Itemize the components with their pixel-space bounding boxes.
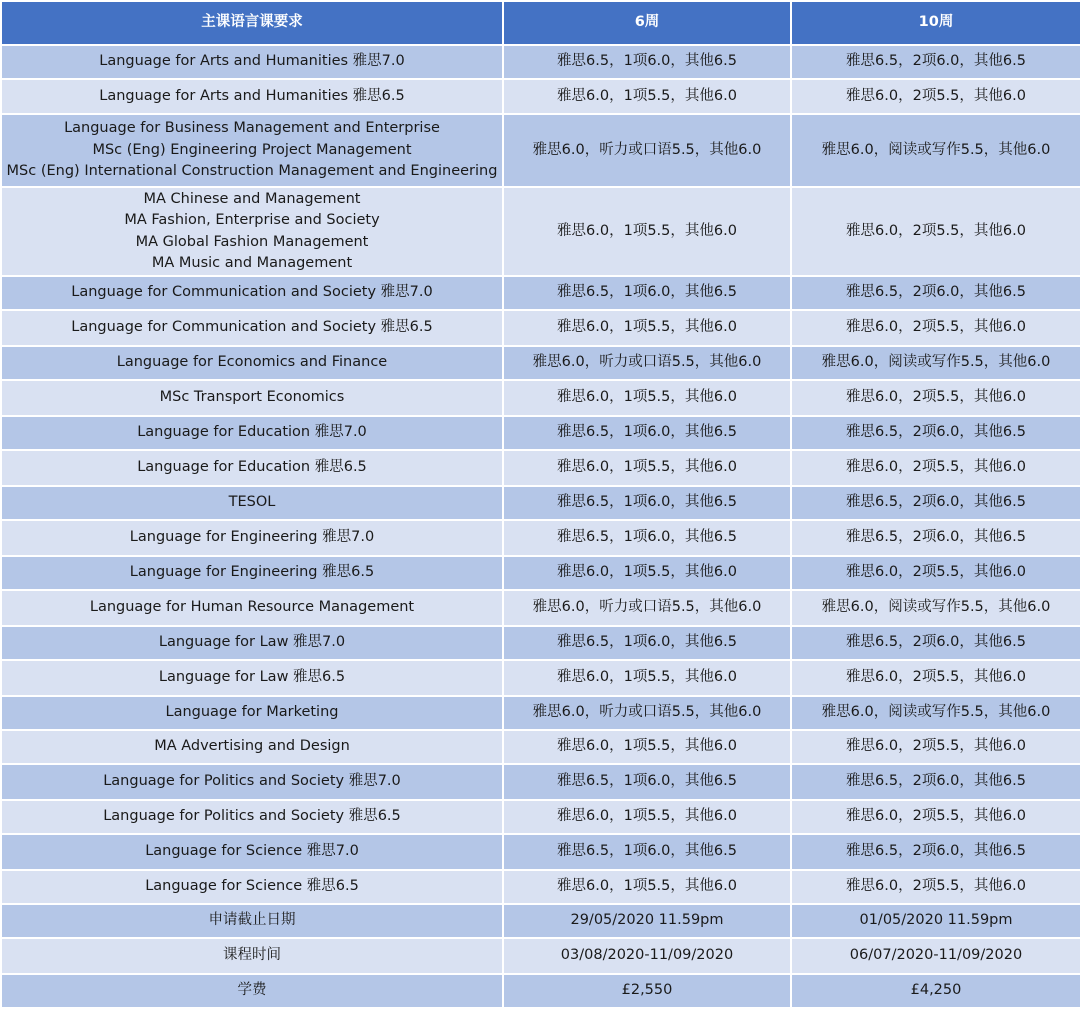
- table-row: [1, 114, 1080, 187]
- table-row: [1, 974, 1080, 1008]
- program-name: Language for Marketing: [165, 704, 339, 721]
- table-row: [1, 346, 1080, 380]
- program-name: Language for Arts and Humanities 雅思6.5: [99, 87, 405, 104]
- six-week-requirement: 雅思6.0，1项5.5，其他6.0: [503, 450, 791, 486]
- ten-week-requirement: 雅思6.5，2项6.0，其他6.5: [791, 416, 1080, 450]
- program-cell: [1, 626, 503, 660]
- program-cell: [1, 764, 503, 800]
- table-body: [1, 45, 1080, 1008]
- program-name: Language for Engineering 雅思6.5: [129, 564, 375, 581]
- table-row: [1, 520, 1080, 556]
- ten-week-requirement: 雅思6.0，2项5.5，其他6.0: [791, 800, 1080, 834]
- table-row: [1, 187, 1080, 276]
- program-name: 学费: [237, 982, 267, 999]
- six-week-requirement: 29/05/2020 11.59pm: [503, 904, 791, 938]
- six-week-requirement: 雅思6.0，1项5.5，其他6.0: [503, 310, 791, 346]
- six-week-requirement: 雅思6.0，1项5.5，其他6.0: [503, 730, 791, 764]
- table-row: [1, 416, 1080, 450]
- six-week-requirement: 雅思6.5，1项6.0，其他6.5: [503, 276, 791, 310]
- program-name: MSc (Eng) International Construction Management and Engineering: [6, 163, 498, 180]
- ten-week-requirement: 雅思6.5，2项6.0，其他6.5: [791, 764, 1080, 800]
- six-week-requirement: 雅思6.0，听力或口语5.5，其他6.0: [503, 346, 791, 380]
- program-name: Language for Engineering 雅思7.0: [129, 529, 375, 546]
- six-week-requirement: 雅思6.0，听力或口语5.5，其他6.0: [503, 590, 791, 626]
- program-name: Language for Human Resource Management: [89, 599, 415, 616]
- six-week-requirement: 雅思6.5，1项6.0，其他6.5: [503, 764, 791, 800]
- program-cell: [1, 79, 503, 114]
- six-week-requirement: 雅思6.0，1项5.5，其他6.0: [503, 870, 791, 904]
- ten-week-requirement: 01/05/2020 11.59pm: [791, 904, 1080, 938]
- table-row: [1, 870, 1080, 904]
- program-name: Language for Law 雅思7.0: [158, 634, 346, 651]
- program-cell: [1, 800, 503, 834]
- program-name: Language for Communication and Society 雅思6.5: [71, 319, 433, 336]
- ten-week-requirement: 雅思6.0，2项5.5，其他6.0: [791, 450, 1080, 486]
- table-row: [1, 486, 1080, 520]
- program-cell: [1, 870, 503, 904]
- program-cell: [1, 834, 503, 870]
- ten-week-requirement: 雅思6.0，2项5.5，其他6.0: [791, 187, 1080, 276]
- program-cell: [1, 310, 503, 346]
- program-name: Language for Education 雅思6.5: [137, 459, 367, 476]
- table-row: [1, 626, 1080, 660]
- program-name: MSc (Eng) Engineering Project Management: [92, 141, 412, 158]
- six-week-requirement: 雅思6.5，1项6.0，其他6.5: [503, 626, 791, 660]
- six-week-requirement: 雅思6.0，1项5.5，其他6.0: [503, 187, 791, 276]
- table-row: [1, 380, 1080, 416]
- six-week-requirement: 雅思6.0，1项5.5，其他6.0: [503, 800, 791, 834]
- ten-week-requirement: 雅思6.5，2项6.0，其他6.5: [791, 486, 1080, 520]
- program-name: 课程时间: [223, 947, 281, 964]
- table-row: [1, 904, 1080, 938]
- program-cell: [1, 730, 503, 764]
- program-name: Language for Politics and Society 雅思7.0: [103, 773, 401, 790]
- program-name: Language for Education 雅思7.0: [137, 424, 367, 441]
- table-row: [1, 800, 1080, 834]
- table-row: [1, 660, 1080, 696]
- program-cell: [1, 904, 503, 938]
- six-week-requirement: 雅思6.0，听力或口语5.5，其他6.0: [503, 696, 791, 730]
- program-cell: [1, 450, 503, 486]
- six-week-requirement: 雅思6.0，1项5.5，其他6.0: [503, 660, 791, 696]
- ten-week-requirement: 雅思6.0，阅读或写作5.5，其他6.0: [791, 696, 1080, 730]
- six-week-requirement: 雅思6.5，1项6.0，其他6.5: [503, 834, 791, 870]
- program-name: MA Chinese and Management: [143, 190, 361, 207]
- ten-week-requirement: 雅思6.5，2项6.0，其他6.5: [791, 834, 1080, 870]
- program-name: Language for Science 雅思7.0: [145, 843, 359, 860]
- table-row: [1, 45, 1080, 79]
- six-week-requirement: 雅思6.5，1项6.0，其他6.5: [503, 45, 791, 79]
- program-name: MA Music and Management: [151, 255, 353, 271]
- program-name: Language for Arts and Humanities 雅思7.0: [99, 53, 405, 70]
- ten-week-requirement: 雅思6.0，阅读或写作5.5，其他6.0: [791, 590, 1080, 626]
- ten-week-requirement: 雅思6.0，2项5.5，其他6.0: [791, 660, 1080, 696]
- program-cell: [1, 520, 503, 556]
- six-week-requirement: 雅思6.5，1项6.0，其他6.5: [503, 416, 791, 450]
- program-name: MA Global Fashion Management: [135, 233, 369, 250]
- ten-week-requirement: 雅思6.0，2项5.5，其他6.0: [791, 310, 1080, 346]
- table-row: [1, 938, 1080, 974]
- program-name: 申请截止日期: [208, 912, 296, 929]
- program-name: MSc Transport Economics: [159, 389, 345, 406]
- ten-week-requirement: 雅思6.5，2项6.0，其他6.5: [791, 520, 1080, 556]
- program-name: MA Advertising and Design: [154, 738, 350, 755]
- ten-week-requirement: 雅思6.0，2项5.5，其他6.0: [791, 79, 1080, 114]
- six-week-requirement: 雅思6.0，听力或口语5.5，其他6.0: [503, 114, 791, 187]
- table-row: [1, 276, 1080, 310]
- program-name: Language for Science 雅思6.5: [145, 878, 359, 895]
- program-name: Language for Politics and Society 雅思6.5: [103, 808, 401, 825]
- table-row: [1, 764, 1080, 800]
- header-6-weeks: 6周: [503, 1, 791, 45]
- program-cell: [1, 380, 503, 416]
- program-cell: [1, 346, 503, 380]
- six-week-requirement: 雅思6.5，1项6.0，其他6.5: [503, 520, 791, 556]
- table-row: [1, 79, 1080, 114]
- program-cell: [1, 974, 503, 1008]
- header-course-requirement: 主课语言课要求: [1, 1, 503, 45]
- program-name: TESOL: [228, 494, 276, 511]
- six-week-requirement: 雅思6.5，1项6.0，其他6.5: [503, 486, 791, 520]
- ten-week-requirement: 雅思6.0，阅读或写作5.5，其他6.0: [791, 114, 1080, 187]
- six-week-requirement: 雅思6.0，1项5.5，其他6.0: [503, 79, 791, 114]
- six-week-requirement: 03/08/2020-11/09/2020: [503, 938, 791, 974]
- table-row: [1, 834, 1080, 870]
- table-row: [1, 696, 1080, 730]
- table-row: [1, 450, 1080, 486]
- header-row: [1, 1, 1080, 45]
- program-cell: [1, 556, 503, 590]
- ten-week-requirement: 06/07/2020-11/09/2020: [791, 938, 1080, 974]
- program-cell: [1, 590, 503, 626]
- table-row: [1, 730, 1080, 764]
- six-week-requirement: 雅思6.0，1项5.5，其他6.0: [503, 380, 791, 416]
- program-cell: [1, 660, 503, 696]
- ten-week-requirement: 雅思6.0，2项5.5，其他6.0: [791, 870, 1080, 904]
- program-name: Language for Economics and Finance: [116, 354, 388, 371]
- program-cell: [1, 276, 503, 310]
- six-week-requirement: £2,550: [503, 974, 791, 1008]
- ten-week-requirement: 雅思6.0，阅读或写作5.5，其他6.0: [791, 346, 1080, 380]
- program-cell: [1, 416, 503, 450]
- program-name: Language for Business Management and Enterprise: [64, 120, 440, 137]
- six-week-requirement: 雅思6.0，1项5.5，其他6.0: [503, 556, 791, 590]
- program-cell: [1, 187, 503, 276]
- table-row: [1, 556, 1080, 590]
- program-cell: [1, 114, 503, 187]
- header-10-weeks: 10周: [791, 1, 1080, 45]
- ten-week-requirement: 雅思6.5，2项6.0，其他6.5: [791, 45, 1080, 79]
- program-name: MA Fashion, Enterprise and Society: [124, 212, 380, 228]
- program-cell: [1, 696, 503, 730]
- program-cell: [1, 45, 503, 79]
- program-cell: [1, 938, 503, 974]
- ten-week-requirement: 雅思6.0，2项5.5，其他6.0: [791, 380, 1080, 416]
- program-cell: [1, 486, 503, 520]
- ten-week-requirement: 雅思6.0，2项5.5，其他6.0: [791, 556, 1080, 590]
- ten-week-requirement: £4,250: [791, 974, 1080, 1008]
- program-name: Language for Law 雅思6.5: [158, 669, 346, 686]
- ten-week-requirement: 雅思6.5，2项6.0，其他6.5: [791, 626, 1080, 660]
- ten-week-requirement: 雅思6.5，2项6.0，其他6.5: [791, 276, 1080, 310]
- table-row: [1, 590, 1080, 626]
- ten-week-requirement: 雅思6.0，2项5.5，其他6.0: [791, 730, 1080, 764]
- table-row: [1, 310, 1080, 346]
- program-name: Language for Communication and Society 雅思7.0: [71, 284, 433, 301]
